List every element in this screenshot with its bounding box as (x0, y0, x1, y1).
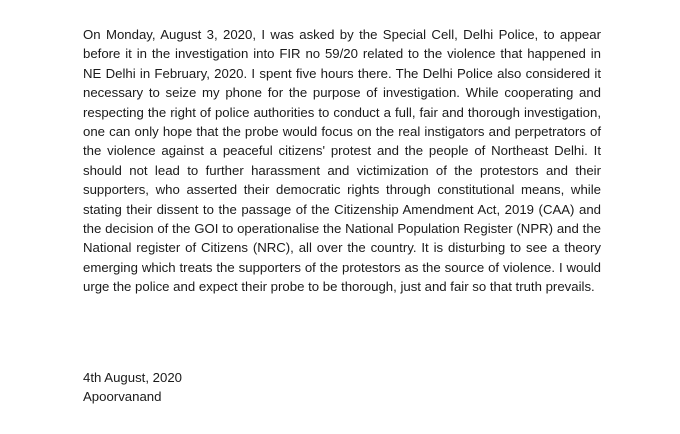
statement-signatory: Apoorvanand (83, 389, 162, 404)
statement-date: 4th August, 2020 (83, 370, 182, 385)
statement-body: On Monday, August 3, 2020, I was asked by the Special Cell, Delhi Police, to appear before it in the investigation into FIR no 59/20 related to the violence that happened in NE Delhi in February, 2020. I spent five hours there. The Delhi Police also considered it necessary to seize my phone for the purpose of investigation. While cooperating and respecting the right of police authorities to conduct a full, fair and thorough investigation, one can only hope that the probe would focus on the real instigators and perpetrators of the violence against a peaceful citizens' protest and the people of Northeast Delhi. It should not lead to further harassment and victimization of the protestors and their supporters, who asserted their democratic rights through constitutional means, while stating their dissent to the passage of the Citizenship Amendment Act, 2019 (CAA) and the decision of the GOI to operationalise the National Population Register (NPR) and the National register of Citizens (NRC), all over the country. It is disturbing to see a theory emerging which treats the supporters of the protestors as the source of violence. I would urge the police and expect their probe to be thorough, just and fair so that truth prevails. (83, 27, 601, 295)
